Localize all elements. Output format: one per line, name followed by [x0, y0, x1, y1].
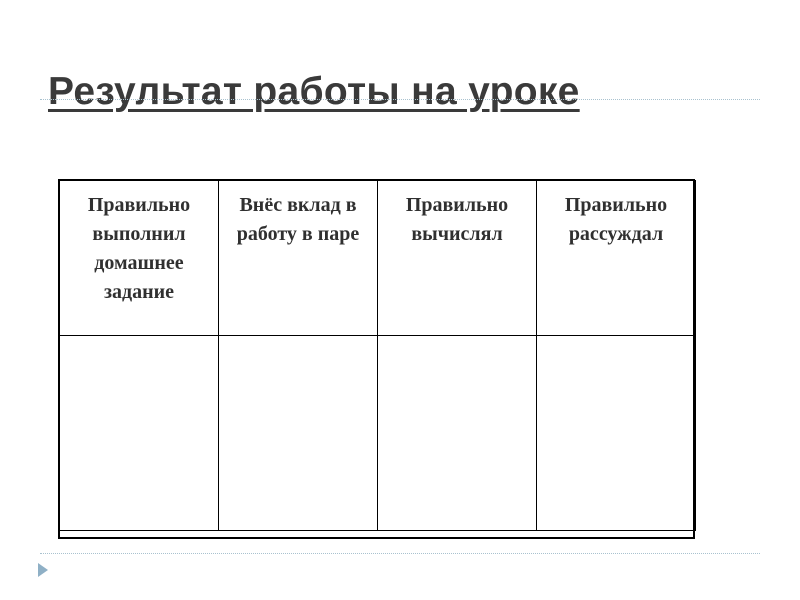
table-header-cell	[219, 181, 378, 336]
title-divider	[40, 99, 760, 100]
triangle-right-icon	[38, 563, 48, 577]
results-table	[59, 180, 696, 531]
footer-divider	[40, 553, 760, 554]
table-cell[interactable]	[219, 336, 378, 531]
table-header-row	[60, 181, 696, 336]
table-cell[interactable]	[537, 336, 696, 531]
table-row	[60, 336, 696, 531]
table-header-cell	[537, 181, 696, 336]
table-header-cell	[60, 181, 219, 336]
header-homework: Правильно выполнил домашнее задание	[87, 194, 191, 303]
table-cell[interactable]	[60, 336, 219, 531]
table-header-cell	[378, 181, 537, 336]
slide-title: Результат работы на уроке	[48, 70, 580, 113]
header-calculated: Правильно вычислял	[405, 194, 509, 245]
table-cell[interactable]	[378, 336, 537, 531]
header-pair-work: Внёс вклад в работу в паре	[236, 194, 360, 245]
header-reasoned: Правильно рассуждал	[564, 194, 668, 245]
